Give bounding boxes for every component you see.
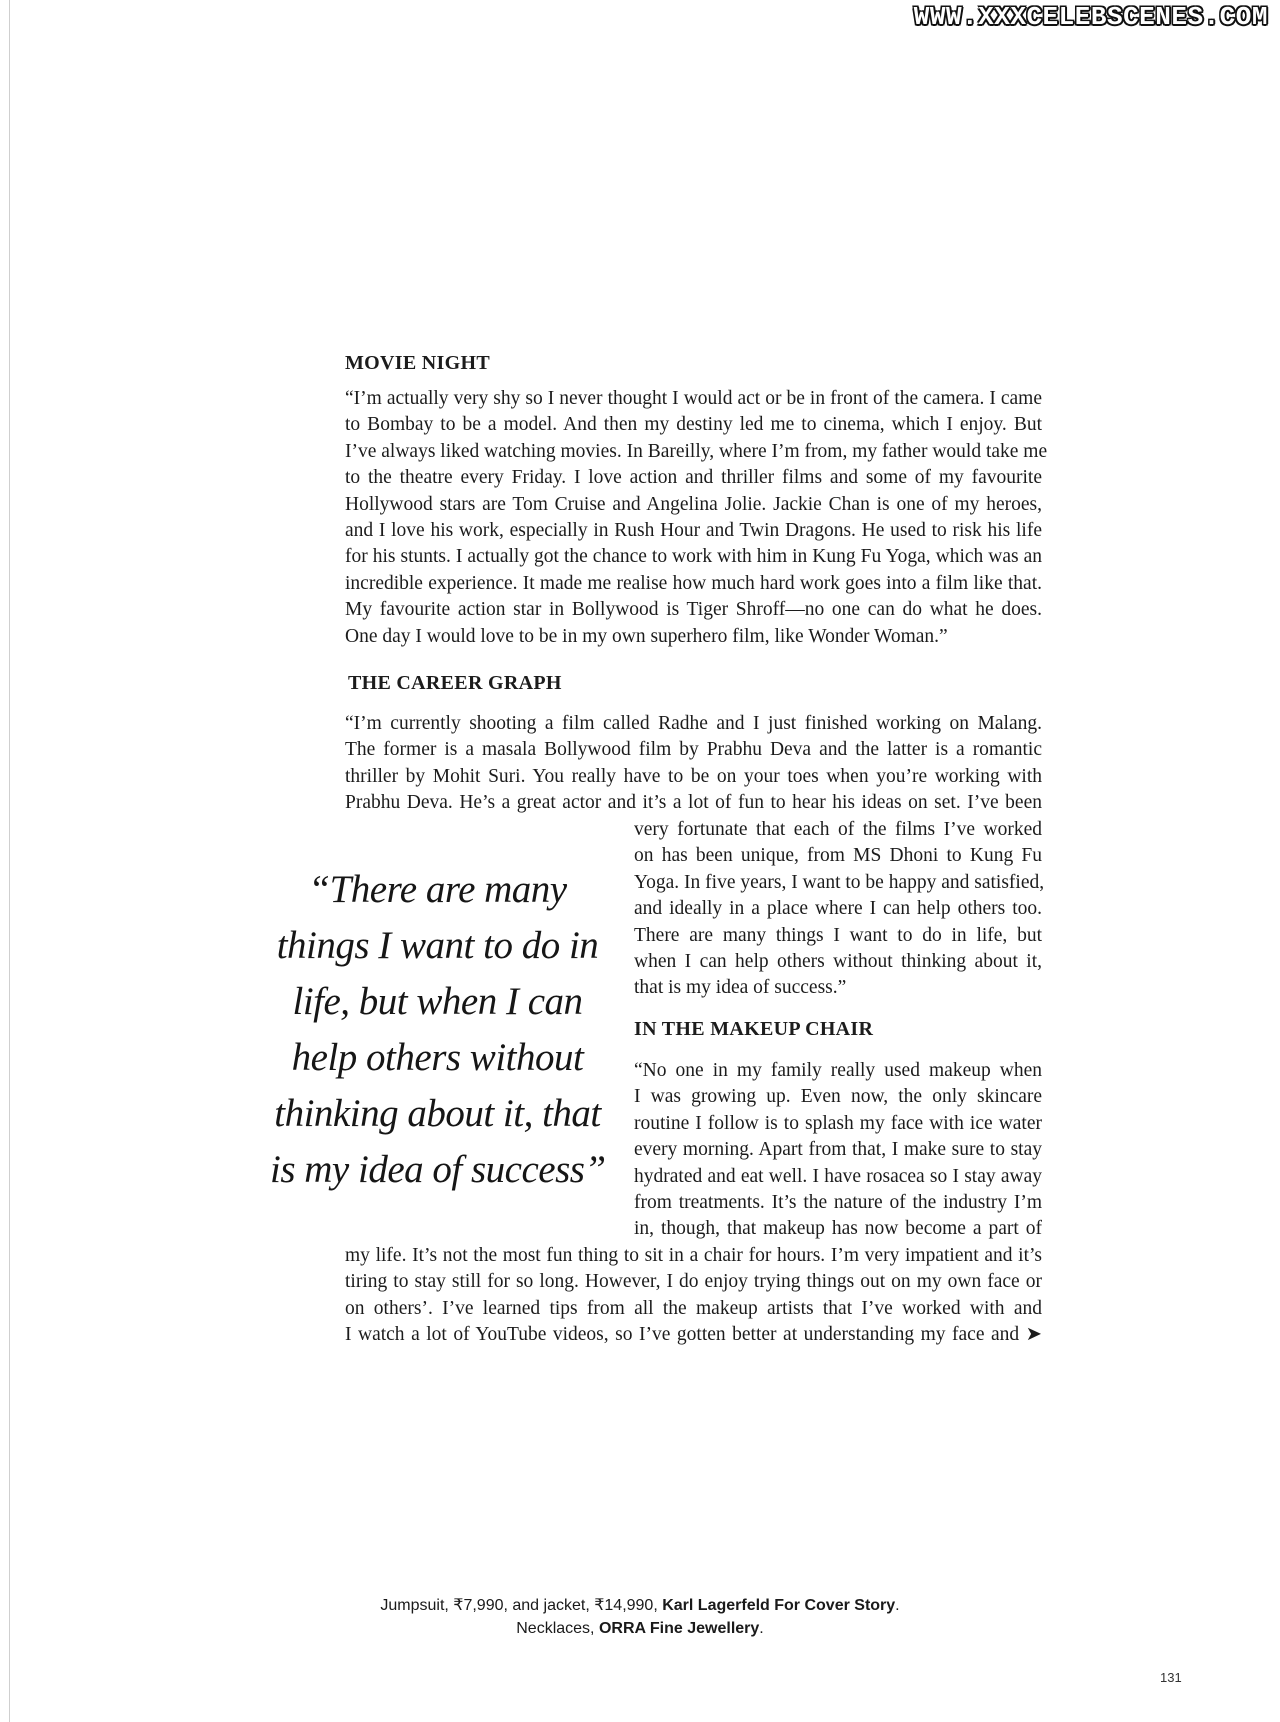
text-line: from treatments. It’s the nature of the industry I’m bbox=[634, 1192, 1042, 1214]
paragraph-makeup-chair-narrow bbox=[634, 1058, 1042, 1243]
text-line: for his stunts. I actually got the chance to work with him in Kung Fu Yoga, which was an bbox=[345, 546, 1042, 568]
paragraph-career-graph-wide bbox=[345, 711, 1042, 817]
pull-quote-line: help others without bbox=[291, 1036, 584, 1079]
text-line: on others’. I’ve learned tips from all the makeup artists that I’ve worked with and bbox=[345, 1297, 1042, 1319]
text-line: I watch a lot of YouTube videos, so I’ve gotten better at understanding my face and ➤ bbox=[345, 1324, 1042, 1346]
paragraph-makeup-chair-wide bbox=[345, 1243, 1042, 1349]
credits-text: . bbox=[759, 1620, 764, 1637]
credits-text: . bbox=[895, 1597, 900, 1614]
text-line: and I love his work, especially in Rush Hour and Twin Dragons. He used to risk his life bbox=[345, 520, 1042, 542]
pull-quote-line: thinking about it, that bbox=[274, 1092, 601, 1135]
text-line: that is my idea of success.” bbox=[634, 977, 847, 999]
text-line: I’ve always liked watching movies. In Bareilly, where I’m from, my father would take me bbox=[345, 440, 1048, 462]
paragraph-career-graph-narrow bbox=[634, 817, 1045, 1002]
fashion-credits bbox=[0, 1594, 1280, 1640]
page-gutter-line bbox=[9, 0, 10, 1722]
text-line: very fortunate that each of the films I’ve worked bbox=[634, 819, 1042, 840]
text-line: routine I follow is to splash my face with ice water bbox=[634, 1112, 1042, 1134]
heading-makeup-chair: IN THE MAKEUP CHAIR bbox=[634, 1018, 874, 1040]
text-line: and ideally in a place where I can help others too. bbox=[634, 898, 1042, 920]
credits-brand: Karl Lagerfeld For Cover Story bbox=[662, 1597, 896, 1614]
text-line: One day I would love to be in my own superhero film, like Wonder Woman.” bbox=[345, 625, 948, 647]
text-line: My favourite action star in Bollywood is Tiger Shroff—no one can do what he does. bbox=[345, 599, 1042, 621]
text-line: in, though, that makeup has now become a part of bbox=[634, 1218, 1042, 1240]
paragraph-movie-night bbox=[345, 386, 1048, 650]
text-line: to Bombay to be a model. And then my destiny led me to cinema, which I enjoy. But bbox=[345, 414, 1042, 436]
text-line: There are many things I want to do in life, but bbox=[634, 924, 1042, 946]
text-line: Hollywood stars are Tom Cruise and Angelina Jolie. Jackie Chan is one of my heroes, bbox=[345, 493, 1042, 515]
pull-quote bbox=[270, 862, 605, 1198]
heading-career-graph: THE CAREER GRAPH bbox=[348, 672, 562, 694]
page-number: 131 bbox=[1160, 1670, 1182, 1685]
text-line: Prabhu Deva. He’s a great actor and it’s a lot of fun to hear his ideas on set. I’ve been bbox=[345, 792, 1042, 814]
text-line: “I’m actually very shy so I never thought I would act or be in front of the camera. I came bbox=[345, 388, 1042, 409]
credits-text: Necklaces, bbox=[516, 1620, 599, 1637]
text-line: to the theatre every Friday. I love action and thriller films and some of my favourite bbox=[345, 467, 1042, 489]
credits-line-1 bbox=[0, 1594, 1280, 1617]
text-line: every morning. Apart from that, I make sure to stay bbox=[634, 1139, 1042, 1161]
text-line: on has been unique, from MS Dhoni to Kung Fu bbox=[634, 845, 1042, 867]
text-line: The former is a masala Bollywood film by Prabhu Deva and the latter is a romantic bbox=[345, 739, 1042, 761]
pull-quote-line: is my idea of success” bbox=[270, 1148, 606, 1191]
text-line: incredible experience. It made me realise how much hard work goes into a film like that. bbox=[345, 572, 1042, 594]
text-line: my life. It’s not the most fun thing to sit in a chair for hours. I’m very impatient and it’s bbox=[345, 1245, 1042, 1266]
text-line: “No one in my family really used makeup when bbox=[634, 1060, 1042, 1081]
pull-quote-line: things I want to do in bbox=[276, 924, 599, 967]
text-line: tiring to stay still for so long. However, I do enjoy trying things out on my own face or bbox=[345, 1271, 1042, 1293]
heading-movie-night: MOVIE NIGHT bbox=[345, 352, 490, 374]
text-line: “I’m currently shooting a film called Radhe and I just finished working on Malang. bbox=[345, 713, 1042, 734]
pull-quote-line: “There are many bbox=[308, 868, 567, 911]
text-line: when I can help others without thinking about it, bbox=[634, 951, 1042, 973]
text-line: Yoga. In five years, I want to be happy and satisfied, bbox=[634, 871, 1045, 893]
credits-line-2 bbox=[0, 1617, 1280, 1640]
text-line: thriller by Mohit Suri. You really have to be on your toes when you’re working with bbox=[345, 765, 1042, 787]
text-line: I was growing up. Even now, the only skincare bbox=[634, 1086, 1042, 1108]
credits-text: Jumpsuit, ₹7,990, and jacket, ₹14,990, bbox=[380, 1597, 663, 1614]
text-line: hydrated and eat well. I have rosacea so I stay away bbox=[634, 1165, 1042, 1187]
pull-quote-line: life, but when I can bbox=[292, 980, 583, 1023]
watermark: WWW.XXXCELEBSCENES.COM bbox=[913, 2, 1268, 32]
credits-brand: ORRA Fine Jewellery bbox=[598, 1620, 760, 1637]
